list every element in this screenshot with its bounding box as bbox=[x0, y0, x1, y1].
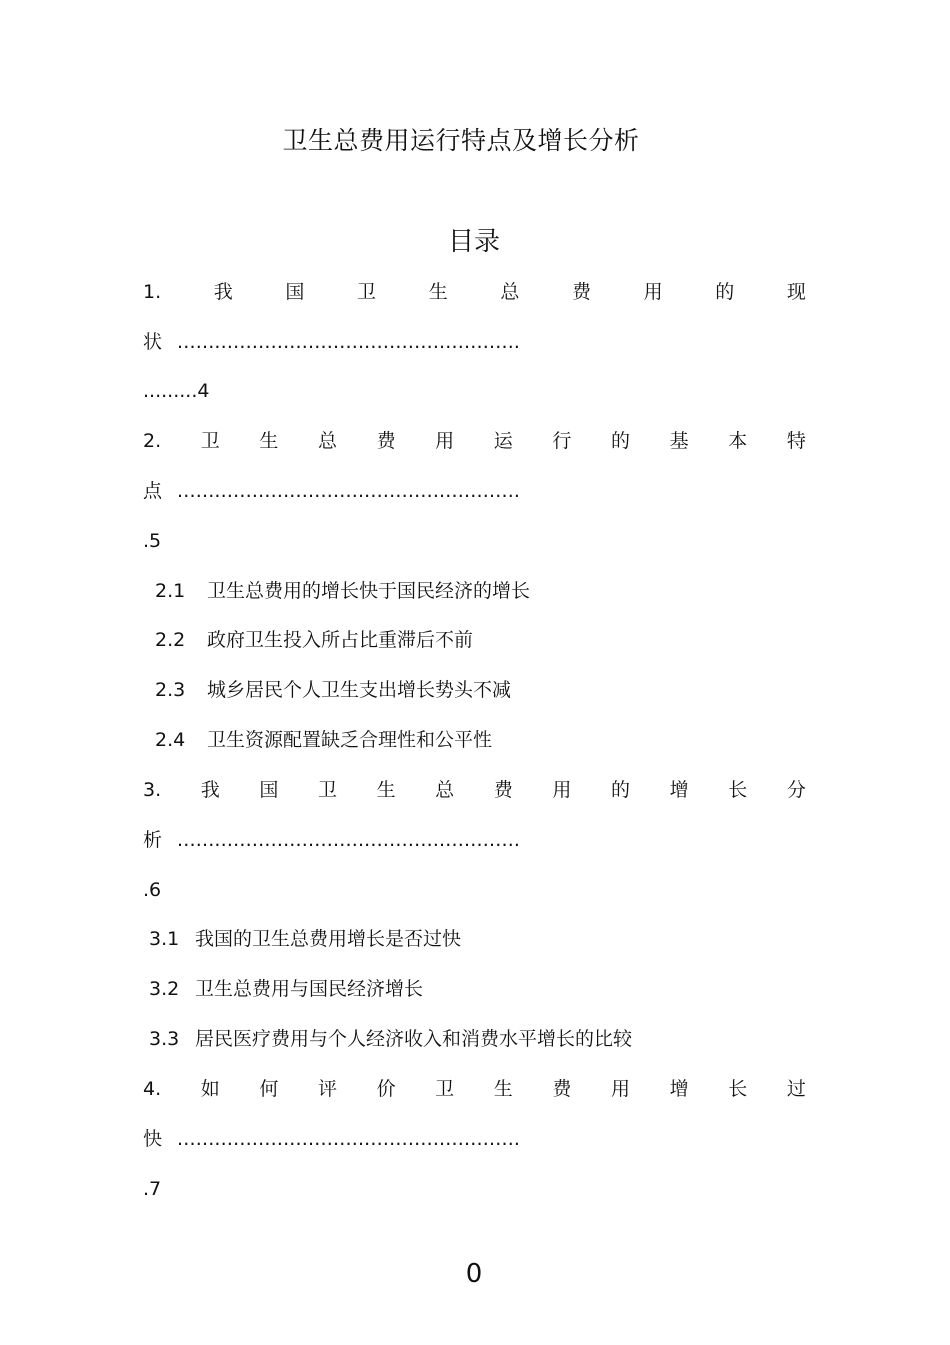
toc-entry-char: 析 bbox=[143, 829, 163, 851]
toc-entry-char: 费 bbox=[571, 281, 591, 303]
toc-entry-3-leader bbox=[143, 825, 520, 855]
toc-entry-char: 用 bbox=[552, 779, 572, 801]
toc-entry-char: 用 bbox=[611, 1078, 631, 1100]
toc-entry-char: 国 bbox=[259, 779, 279, 801]
toc-entry-char: 费 bbox=[376, 430, 396, 452]
toc-subentry-text: 城乡居民个人卫生支出增长势头不减 bbox=[207, 679, 512, 701]
toc-entry-3-page: .6 bbox=[143, 879, 162, 901]
toc-entry-char: 过 bbox=[786, 1078, 806, 1100]
toc-subentry-2-2[interactable] bbox=[155, 625, 473, 655]
toc-subentry-text: 居民医疗费用与个人经济收入和消费水平增长的比较 bbox=[195, 1028, 633, 1050]
toc-entry-char: 费 bbox=[552, 1078, 572, 1100]
toc-subentry-3-3[interactable] bbox=[149, 1024, 632, 1054]
toc-subentry-2-3[interactable] bbox=[155, 675, 511, 705]
toc-subentry-number: 3.3 bbox=[149, 1028, 180, 1050]
toc-entry-number: 3. bbox=[143, 779, 162, 801]
toc-entry-char: 特 bbox=[786, 430, 806, 452]
toc-entry-char: 何 bbox=[259, 1078, 279, 1100]
toc-entry-char: 总 bbox=[435, 779, 455, 801]
toc-subentry-2-1[interactable] bbox=[155, 576, 530, 606]
toc-entry-char: 生 bbox=[376, 779, 396, 801]
toc-entry-char: 增 bbox=[669, 779, 689, 801]
toc-entry-char: 评 bbox=[317, 1078, 337, 1100]
toc-entry-2[interactable] bbox=[143, 426, 806, 456]
toc-entry-char: 的 bbox=[715, 281, 735, 303]
toc-entry-char: 我 bbox=[200, 779, 220, 801]
toc-entry-1-page: .........4 bbox=[143, 380, 210, 402]
toc-entry-char: 长 bbox=[728, 1078, 748, 1100]
toc-entry-char: 快 bbox=[143, 1128, 163, 1150]
toc-entry-2-page: .5 bbox=[143, 530, 162, 552]
toc-subentry-number: 3.1 bbox=[149, 928, 180, 950]
document-title: 卫生总费用运行特点及增长分析 bbox=[282, 126, 640, 155]
toc-entry-char: 生 bbox=[259, 430, 279, 452]
toc-entry-char: 如 bbox=[200, 1078, 220, 1100]
toc-entry-char: 生 bbox=[428, 281, 448, 303]
dot-leader: ....................................................... bbox=[177, 480, 521, 502]
toc-entry-char: 现 bbox=[786, 281, 806, 303]
toc-entry-char: 费 bbox=[493, 779, 513, 801]
toc-entry-char: 卫 bbox=[357, 281, 377, 303]
toc-entry-char: 用 bbox=[643, 281, 663, 303]
toc-subentry-text: 政府卫生投入所占比重滞后不前 bbox=[207, 629, 474, 651]
toc-subentry-number: 2.4 bbox=[155, 729, 186, 751]
toc-subentry-number: 3.2 bbox=[149, 978, 180, 1000]
toc-entry-char: 基 bbox=[669, 430, 689, 452]
dot-leader: ....................................................... bbox=[177, 1128, 521, 1150]
toc-entry-char: 国 bbox=[285, 281, 305, 303]
toc-entry-char: 卫 bbox=[317, 779, 337, 801]
toc-entry-char: 总 bbox=[317, 430, 337, 452]
toc-entry-char: 长 bbox=[728, 779, 748, 801]
toc-entry-char: 增 bbox=[669, 1078, 689, 1100]
toc-subentry-text: 卫生总费用与国民经济增长 bbox=[195, 978, 424, 1000]
toc-subentry-2-4[interactable] bbox=[155, 725, 492, 755]
toc-entry-char: 生 bbox=[493, 1078, 513, 1100]
toc-subentry-text: 我国的卫生总费用增长是否过快 bbox=[195, 928, 462, 950]
toc-entry-char: 状 bbox=[143, 331, 163, 353]
toc-entry-4[interactable] bbox=[143, 1074, 806, 1104]
toc-entry-3[interactable] bbox=[143, 775, 806, 805]
toc-entry-char: 点 bbox=[143, 480, 163, 502]
toc-subentry-text: 卫生总费用的增长快于国民经济的增长 bbox=[207, 580, 531, 602]
toc-heading: 目录 bbox=[447, 227, 500, 257]
toc-entry-2-leader bbox=[143, 476, 520, 506]
toc-entry-char: 行 bbox=[552, 430, 572, 452]
toc-entry-number: 2. bbox=[143, 430, 162, 452]
toc-entry-char: 的 bbox=[611, 779, 631, 801]
toc-subentry-number: 2.3 bbox=[155, 679, 186, 701]
toc-entry-char: 的 bbox=[611, 430, 631, 452]
toc-entry-number: 4. bbox=[143, 1078, 162, 1100]
toc-entry-char: 分 bbox=[786, 779, 806, 801]
toc-entry-4-page: .7 bbox=[143, 1178, 162, 1200]
toc-subentry-3-2[interactable] bbox=[149, 974, 423, 1004]
toc-subentry-3-1[interactable] bbox=[149, 924, 461, 954]
toc-entry-char: 运 bbox=[493, 430, 513, 452]
toc-entry-1-leader bbox=[143, 327, 520, 357]
toc-subentry-number: 2.2 bbox=[155, 629, 186, 651]
toc-entry-char: 我 bbox=[213, 281, 233, 303]
toc-entry-char: 价 bbox=[376, 1078, 396, 1100]
toc-entry-char: 卫 bbox=[200, 430, 220, 452]
toc-entry-1[interactable] bbox=[143, 277, 806, 307]
toc-subentry-text: 卫生资源配置缺乏合理性和公平性 bbox=[207, 729, 493, 751]
toc-subentry-number: 2.1 bbox=[155, 580, 186, 602]
dot-leader: ....................................................... bbox=[177, 331, 521, 353]
toc-entry-char: 本 bbox=[728, 430, 748, 452]
toc-entry-char: 用 bbox=[435, 430, 455, 452]
dot-leader: ....................................................... bbox=[177, 829, 521, 851]
toc-entry-char: 卫 bbox=[435, 1078, 455, 1100]
toc-entry-4-leader bbox=[143, 1124, 520, 1154]
page-number: 0 bbox=[465, 1259, 483, 1289]
toc-entry-number: 1. bbox=[143, 281, 162, 303]
toc-entry-char: 总 bbox=[500, 281, 520, 303]
